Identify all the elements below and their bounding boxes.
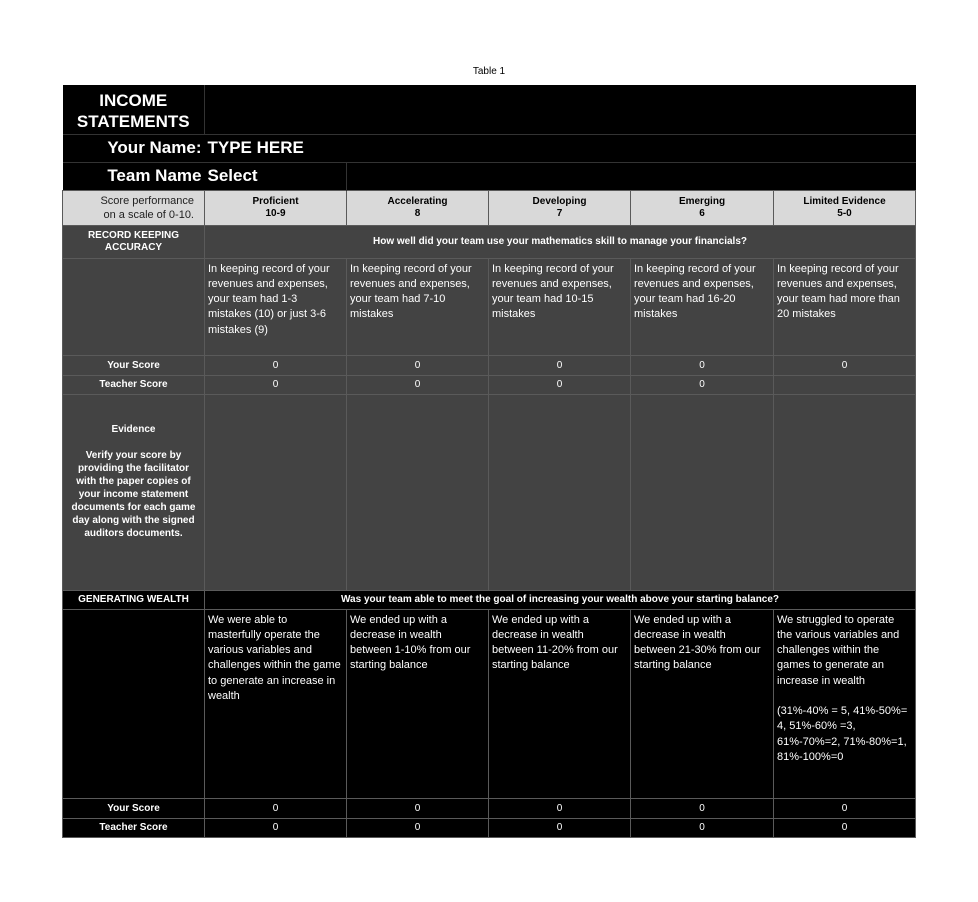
income-statement-rubric	[62, 85, 916, 838]
record-keeping-desc-proficient: In keeping record of your revenues and expenses, your team had 1-3 mistakes (10) or just 3-6 mistakes (9)	[205, 258, 347, 355]
your-name-label: Your Name:	[63, 134, 205, 162]
teacher-score-cell[interactable]: 0	[205, 375, 347, 394]
section-record-keeping-label: RECORD KEEPING ACCURACY	[63, 225, 205, 258]
section-generating-wealth-label: GENERATING WEALTH	[63, 590, 205, 609]
teacher-score-label: Teacher Score	[63, 375, 205, 394]
level-emerging: Emerging 6	[631, 190, 774, 225]
your-name-input[interactable]: TYPE HERE	[205, 134, 916, 162]
your-score-cell[interactable]: 0	[774, 355, 916, 375]
title-empty-cell	[205, 85, 916, 134]
your-score-cell[interactable]: 0	[631, 355, 774, 375]
teacher-score-cell[interactable]	[774, 375, 916, 394]
record-keeping-desc-limited: In keeping record of your revenues and expenses, your team had more than 20 mistakes	[774, 258, 916, 355]
team-name-select[interactable]: Select	[205, 162, 347, 190]
evidence-cell[interactable]	[631, 394, 774, 590]
your-score-cell[interactable]: 0	[489, 798, 631, 818]
your-score-label: Your Score	[63, 798, 205, 818]
wealth-desc-limited	[774, 609, 916, 798]
document-title: INCOME STATEMENTS	[76, 91, 190, 131]
teacher-score-cell[interactable]: 0	[489, 818, 631, 837]
wealth-desc-emerging: We ended up with a decrease in wealth between 21-30% from our starting balance	[631, 609, 774, 798]
teacher-score-cell[interactable]: 0	[774, 818, 916, 837]
your-score-cell[interactable]: 0	[205, 355, 347, 375]
teacher-score-cell[interactable]: 0	[631, 818, 774, 837]
teacher-score-cell[interactable]: 0	[631, 375, 774, 394]
teacher-score-cell[interactable]: 0	[347, 818, 489, 837]
team-empty-cell	[347, 162, 916, 190]
teacher-score-cell[interactable]: 0	[205, 818, 347, 837]
table-caption: Table 1	[472, 66, 506, 77]
wealth-limited-scale-note: (31%-40% = 5, 41%-50%= 4, 51%-60% =3, 61%-70%=2, 71%-80%=1, 81%-100%=0	[777, 704, 908, 763]
your-score-cell[interactable]: 0	[774, 798, 916, 818]
record-keeping-desc-developing: In keeping record of your revenues and expenses, your team had 10-15 mistakes	[489, 258, 631, 355]
wealth-desc-accelerating: We ended up with a decrease in wealth between 1-10% from our starting balance	[347, 609, 489, 798]
level-proficient: Proficient 10-9	[205, 190, 347, 225]
wealth-desc-developing: We ended up with a decrease in wealth between 11-20% from our starting balance	[489, 609, 631, 798]
your-score-cell[interactable]: 0	[489, 355, 631, 375]
your-score-label: Your Score	[63, 355, 205, 375]
teacher-score-label: Teacher Score	[63, 818, 205, 837]
wealth-desc-limited-text: We struggled to operate the various variables and challenges within the games to generate an increase in wealth	[777, 613, 900, 687]
evidence-instructions: Evidence Verify your score by providing the facilitator with the paper copies of your income statement documents for each game day along with the signed auditors documents.	[63, 394, 205, 590]
evidence-cell[interactable]	[489, 394, 631, 590]
level-accelerating: Accelerating 8	[347, 190, 489, 225]
evidence-cell[interactable]	[347, 394, 489, 590]
your-score-cell[interactable]: 0	[631, 798, 774, 818]
descriptions-blank-cell	[63, 609, 205, 798]
your-score-cell[interactable]: 0	[347, 798, 489, 818]
scale-description: Score performance on a scale of 0-10.	[63, 190, 205, 225]
record-keeping-desc-accelerating: In keeping record of your revenues and expenses, your team had 7-10 mistakes	[347, 258, 489, 355]
evidence-cell[interactable]	[774, 394, 916, 590]
wealth-desc-proficient: We were able to masterfully operate the various variables and challenges within the game to generate an increase in wealth	[205, 609, 347, 798]
your-score-cell[interactable]: 0	[205, 798, 347, 818]
your-score-cell[interactable]: 0	[347, 355, 489, 375]
evidence-cell[interactable]	[205, 394, 347, 590]
record-keeping-desc-emerging: In keeping record of your revenues and expenses, your team had 16-20 mistakes	[631, 258, 774, 355]
team-name-label: Team Name	[63, 162, 205, 190]
level-developing: Developing 7	[489, 190, 631, 225]
section-record-keeping-question: How well did your team use your mathematics skill to manage your financials?	[205, 225, 916, 258]
level-limited-evidence: Limited Evidence 5-0	[774, 190, 916, 225]
section-generating-wealth-question: Was your team able to meet the goal of increasing your wealth above your starting balance?	[205, 590, 916, 609]
descriptions-blank-cell	[63, 258, 205, 355]
teacher-score-cell[interactable]: 0	[489, 375, 631, 394]
teacher-score-cell[interactable]: 0	[347, 375, 489, 394]
